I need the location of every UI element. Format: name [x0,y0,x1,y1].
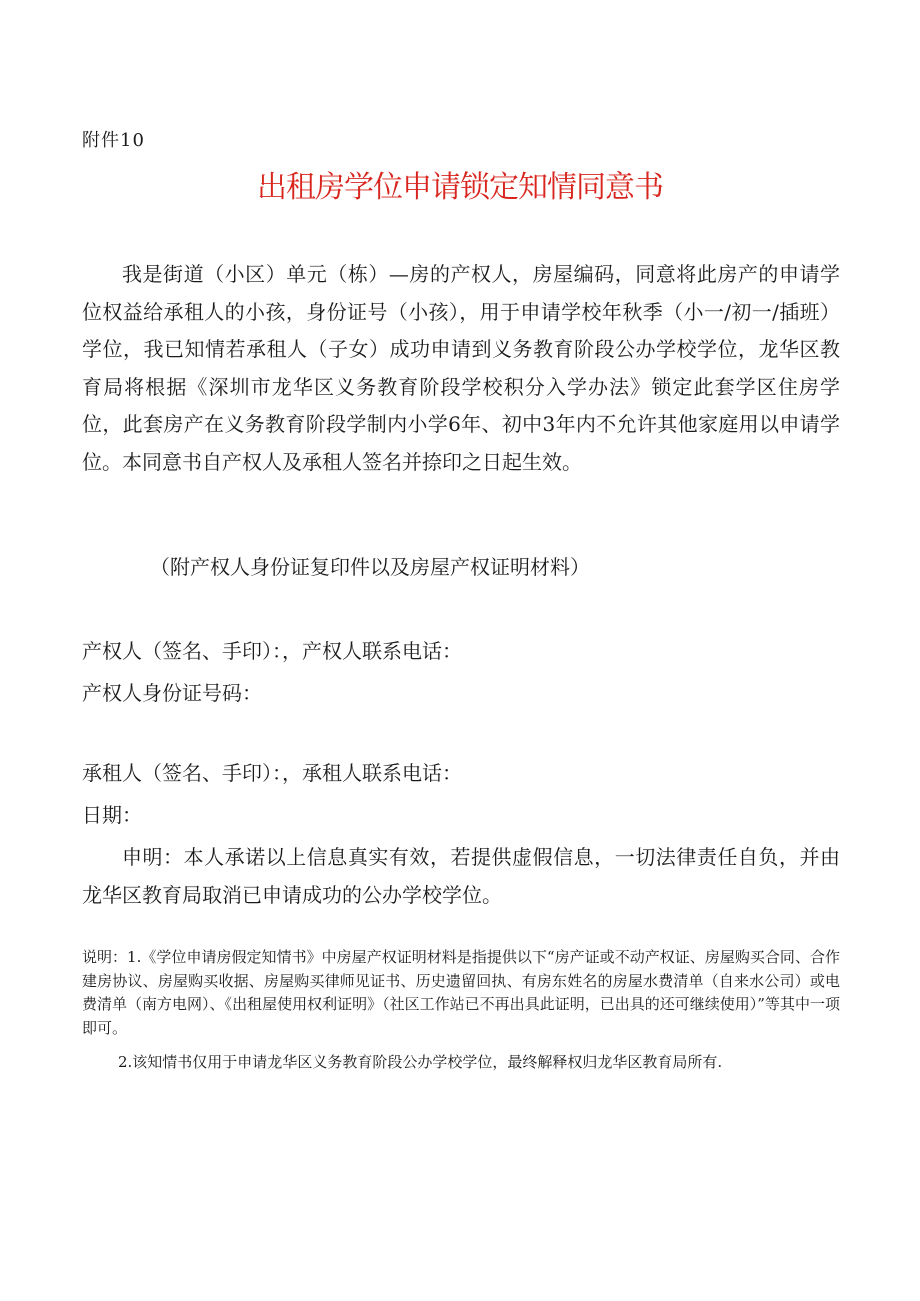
date-line: 日期： [82,803,142,827]
owner-id-line: 产权人身份证号码： [82,681,262,705]
explanation-note-1: 说明：1.《学位申请房假定知情书》中房屋产权证明材料是指提供以下“房产证或不动产权证、房屋购买合同、合作建房协议、房屋购买收据、房屋购买律师见证书、历史遗留回执、有房东姓名的房屋水费清单（自来水公司）或电费清单（南方电网）、《出租屋使用权利证明》（社区工作站已不再出具此证明，已出具的还可继续使用）”等其中一项即可。 [82,948,840,1037]
declaration-paragraph: 申明：本人承诺以上信息真实有效，若提供虚假信息，一切法律责任自负，并由龙华区教育局取消已申请成功的公办学校学位。 [82,845,840,907]
attachment-materials-note: （附产权人身份证复印件以及房屋产权证明材料） [150,555,590,579]
document-title: 出租房学位申请锁定知情同意书 [257,170,663,205]
explanation-note-2: 2.该知情书仅用于申请龙华区义务教育阶段公办学校学位，最终解释权归龙华区教育局所有. [118,1053,723,1071]
body-paragraph: 我是街道（小区）单元（栋）—房的产权人，房屋编码，同意将此房产的申请学位权益给承租人的小孩，身份证号（小孩），用于申请学校年秋季（小一/初一/插班）学位，我已知情若承租人（子女）成功申请到义务教育阶段公办学校学位，龙华区教育局将根据《深圳市龙华区义务教育阶段学校积分入学办法》锁定此套学区住房学位，此套房产在义务教育阶段学制内小学6年、初中3年内不允许其他家庭用以申请学位。本同意书自产权人及承租人签名并捺印之日起生效。 [82,262,840,474]
owner-signature-line: 产权人（签名、手印）：，产权人联系电话： [82,639,462,663]
attachment-label: 附件10 [82,130,145,151]
tenant-signature-line: 承租人（签名、手印）：，承租人联系电话： [82,761,462,785]
